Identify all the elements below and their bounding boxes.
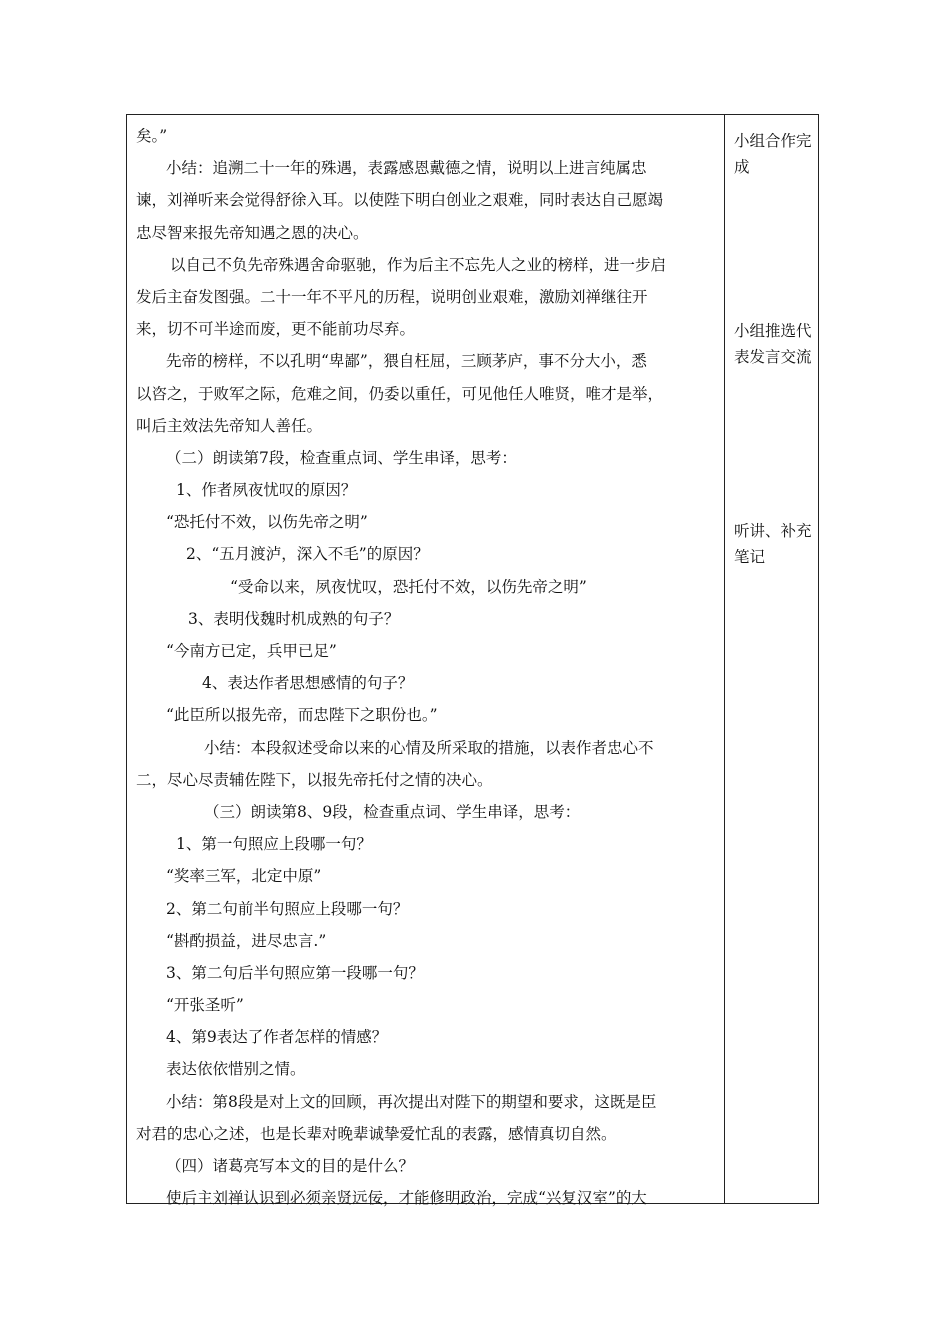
activity-note: 小组合作完成	[734, 132, 812, 176]
content-line: 来，切不可半途而废，更不能前功尽弃。	[136, 320, 416, 339]
content-line: （三）朗读第8、9段，检查重点词、学生串译，思考：	[204, 802, 581, 821]
content-line: 2、“五月渡泸，深入不毛”的原因？	[186, 545, 429, 564]
content-line: （四）诸葛亮写本文的目的是什么？	[166, 1157, 415, 1175]
content-line: 3、表明伐魏时机成熟的句子？	[188, 609, 400, 628]
content-line: 忠尽智来报先帝知遇之恩的决心。	[136, 223, 369, 242]
content-line: 3、第二句后半句照应第一段哪一句？	[166, 963, 424, 982]
content-line: 先帝的榜样，不以孔明“卑鄙”，猥自枉屈，三顾茅庐，事不分大小，悉	[166, 352, 647, 371]
content-line: （二）朗读第7段，检查重点词、学生串译，思考：	[166, 448, 517, 467]
lesson-content-column	[136, 120, 716, 1214]
column-divider	[724, 114, 725, 1204]
content-line: 矣。”	[136, 127, 168, 145]
content-line: 1、作者夙夜忧叹的原因？	[176, 481, 357, 500]
content-line: 2、第二句前半句照应上段哪一句？	[166, 899, 409, 918]
content-line: 对君的忠心之述，也是长辈对晚辈诚挚爱忙乱的表露，感情真切自然。	[136, 1124, 617, 1143]
content-line: “今南方已定，兵甲已足”	[166, 642, 337, 660]
content-line: 发后主奋发图强。二十一年不平凡的历程，说明创业艰难，激励刘禅继往开	[136, 287, 648, 306]
content-line: 4、第9表达了作者怎样的情感？	[166, 1028, 388, 1047]
content-line: “受命以来，夙夜忧叹，恐托付不效，以伤先帝之明”	[230, 577, 587, 596]
activity-note: 小组推选代表发言交流	[734, 322, 812, 366]
content-line: “此臣所以报先帝，而忠陛下之职份也。”	[166, 706, 438, 725]
content-line: “开张圣听”	[166, 996, 244, 1015]
content-line: 1、第一句照应上段哪一句？	[176, 835, 372, 854]
content-line: 以咨之，于败军之际，危难之间，仍委以重任，可见他任人唯贤，唯才是举，	[136, 384, 664, 403]
content-line: “奖率三军，北定中原”	[166, 867, 322, 886]
content-line: 谏，刘禅听来会觉得舒徐入耳。以使陛下明白创业之艰难，同时表达自己愿竭	[136, 191, 664, 210]
content-line: 使后主刘禅认识到必须亲贤远佞，才能修明政治，完成“兴复汉室”的大	[166, 1189, 647, 1208]
content-line: 表达依依惜别之情。	[166, 1060, 306, 1079]
content-line: 小结：追溯二十一年的殊遇，表露感恩戴德之情，说明以上进言纯属忠	[166, 159, 647, 178]
content-line: 二，尽心尽责辅佐陛下，以报先帝托付之情的决心。	[136, 770, 493, 789]
activity-note: 听讲、补充笔记	[734, 522, 812, 566]
content-line: 叫后主效法先帝知人善任。	[136, 416, 323, 435]
content-line: 小结：第8段是对上文的回顾，再次提出对陛下的期望和要求，这既是臣	[166, 1092, 657, 1111]
content-line: “斟酌损益，进尽忠言.”	[166, 931, 327, 950]
content-line: 小结：本段叙述受命以来的心情及所采取的措施，以表作者忠心不	[204, 738, 654, 757]
content-line: “恐托付不效，以伤先帝之明”	[166, 513, 368, 532]
content-line: 以自己不负先帝殊遇舍命驱驰，作为后主不忘先人之业的榜样，进一步启	[170, 255, 667, 274]
content-line: 4、表达作者思想感情的句子？	[202, 674, 414, 693]
